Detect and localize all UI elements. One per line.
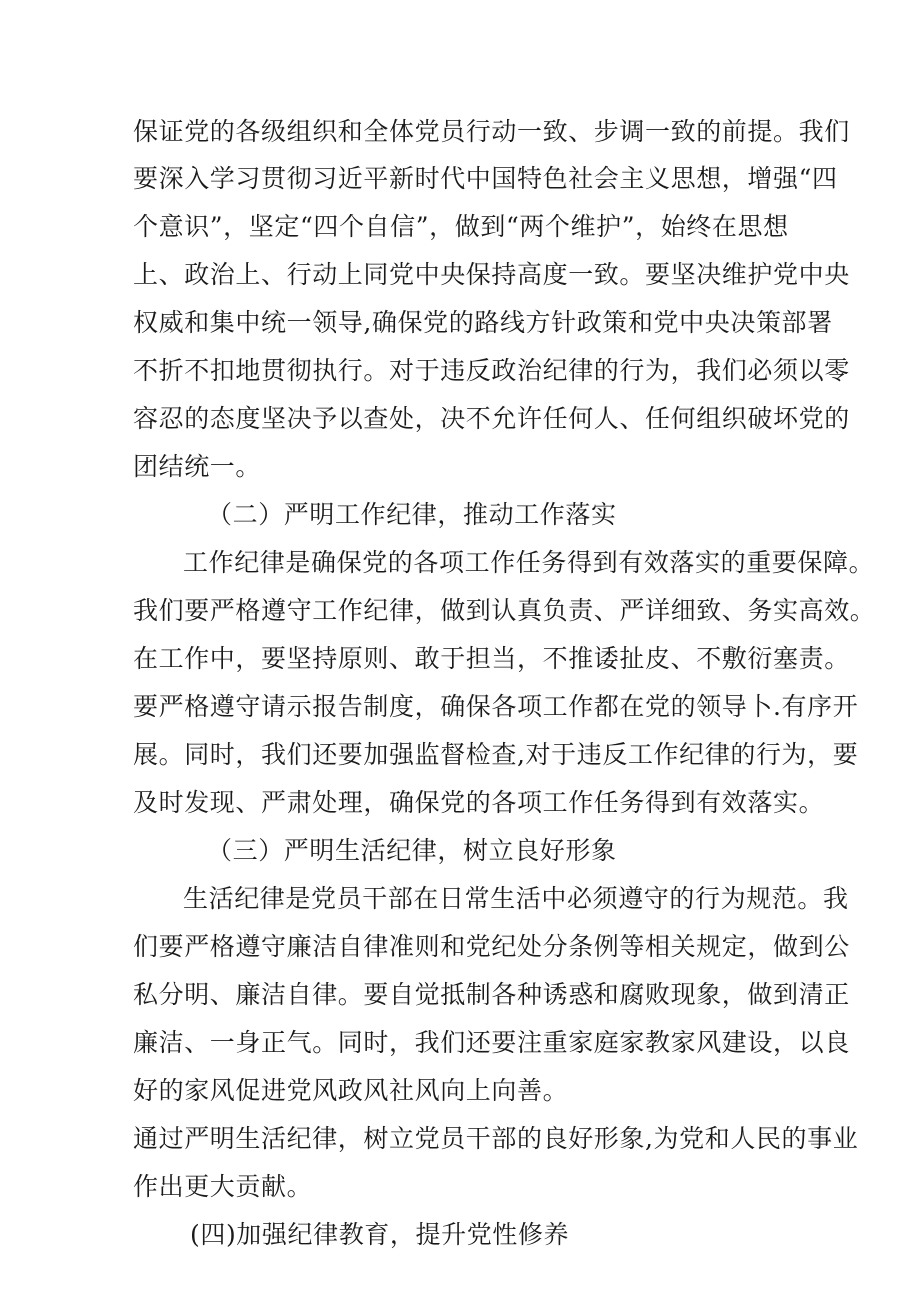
- section-heading-3: （三）严明生活纪律，树立良好形象: [207, 836, 617, 865]
- paragraph-2-line-5: 展。同时，我们还要加强监督检查,对于违反工作纪律的行为，要: [133, 740, 859, 769]
- paragraph-3-line-4: 廉洁、一身正气。同时，我们还要注重家庭家教家风建设，以良: [133, 1028, 850, 1057]
- paragraph-2-line-3: 在工作中，要坚持原则、敢于担当，不推诿扯皮、不敷衍塞责。: [133, 644, 850, 673]
- paragraph-1-line-8: 团结统一。: [133, 452, 262, 481]
- paragraph-2-line-4: 要严格遵守请示报告制度，确保各项工作都在党的领导卜.有序开: [133, 692, 859, 721]
- paragraph-2-line-6: 及时发现、严肃处理，确保党的各项工作任务得到有效落实。: [133, 788, 825, 817]
- paragraph-3-line-1: 生活纪律是党员干部在日常生活中必须遵守的行为规范。我: [183, 884, 849, 913]
- section-heading-4: (四)加强纪律教育，提升党性修养: [190, 1220, 570, 1249]
- paragraph-3-line-5: 好的家风促进党风政风社风向上向善。: [133, 1076, 569, 1105]
- paragraph-1-line-5: 权威和集中统一领导,确保党的路线方针政策和党中央决策部署: [133, 308, 833, 337]
- paragraph-1-line-7: 容忍的态度坚决予以查处，决不允许任何人、任何组织破坏党的: [133, 404, 850, 433]
- paragraph-3-line-3: 私分明、廉洁自律。要自觉抵制各种诱惑和腐败现象，做到清正: [133, 980, 850, 1009]
- paragraph-1-line-1: 保证党的各级组织和全体党员行动一致、步调一致的前提。我们: [133, 117, 850, 146]
- section-heading-2: （二）严明工作纪律，推动工作落实: [207, 500, 617, 529]
- paragraph-1-line-2: 要深入学习贯彻习近平新时代中国特色社会主义思想，增强“四: [133, 164, 838, 193]
- paragraph-4-line-2: 作出更大贡献。: [133, 1172, 313, 1201]
- paragraph-1-line-4: 上、政治上、行动上同党中央保持高度一致。要坚决维护党中央: [133, 260, 850, 289]
- paragraph-2-line-2: 我们要严格遵守工作纪律，做到认真负责、严详细致、务实高效。: [133, 596, 876, 625]
- paragraph-3-line-2: 们要严格遵守廉洁自律准则和党纪处分条例等相关规定，做到公: [133, 932, 850, 961]
- paragraph-2-line-1: 工作纪律是确保党的各项工作任务得到有效落实的重要保障。: [183, 548, 875, 577]
- paragraph-1-line-3: 个意识”，坚定“四个自信”，做到“两个维护”，始终在思想: [133, 212, 789, 241]
- paragraph-4-line-1: 通过严明生活纪律，树立党员干部的良好形象,为党和人民的事业: [133, 1124, 859, 1153]
- paragraph-1-line-6: 不折不扣地贯彻执行。对于违反政治纪律的行为，我们必须以零: [133, 356, 850, 385]
